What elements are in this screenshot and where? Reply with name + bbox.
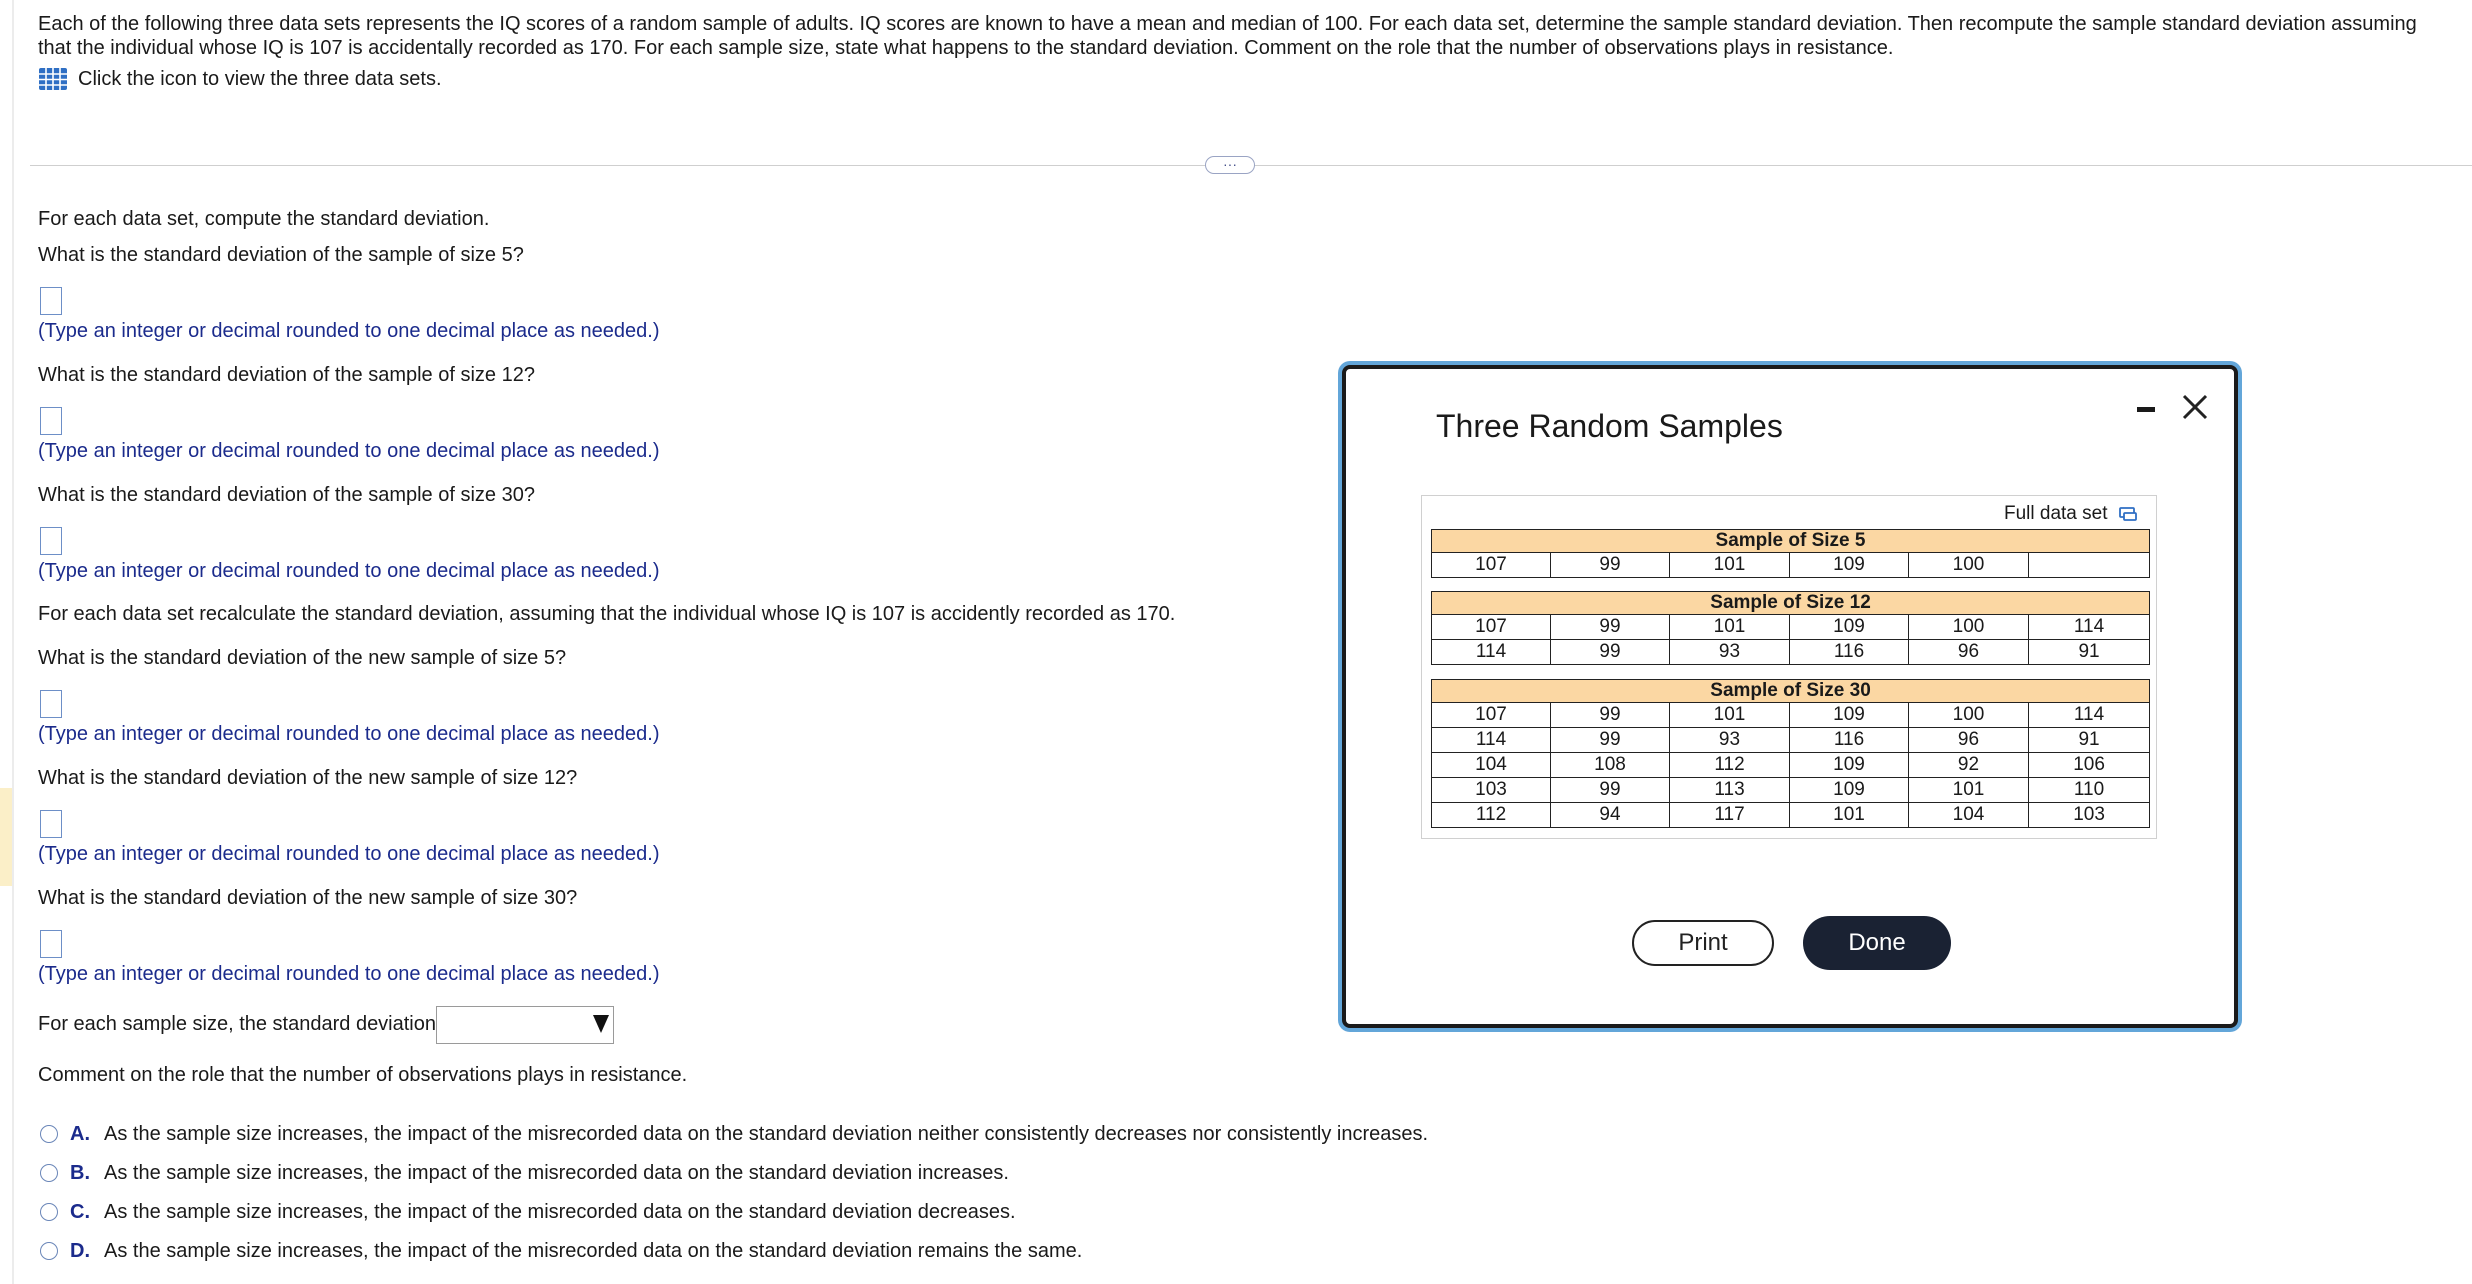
option-d[interactable] [40, 1237, 1082, 1265]
table-cell: 109 [1790, 615, 1909, 640]
table-cell: 92 [1909, 753, 2029, 778]
hint-text: (Type an integer or decimal rounded to one decimal place as needed.) [38, 963, 660, 985]
table-cell: 112 [1432, 803, 1551, 828]
table-cell: 99 [1551, 778, 1670, 803]
table-cell: 101 [1790, 803, 1909, 828]
dropdown-arrow-icon[interactable] [593, 1015, 609, 1033]
table-size-5 [1431, 529, 2150, 578]
table-cell: 108 [1551, 753, 1670, 778]
answer-input-size-12[interactable] [40, 407, 62, 435]
problem-statement: Each of the following three data sets represents the IQ scores of a random sample of adults. IQ scores are known to have a mean and median of 100. For each data set, determine the sample standard deviation. Then recompute the sample standard deviation assuming that the individual whose IQ is 107 is accidentally recorded as 170. For each sample size, state what happens to the standard deviation. Comment on the role that the number of observations plays in resistance. [38, 13, 2417, 59]
table-header: Sample of Size 12 [1432, 592, 2150, 615]
table-cell: 100 [1909, 615, 2029, 640]
table-cell: 91 [2029, 640, 2150, 665]
table-size-12 [1431, 591, 2150, 665]
radio-button-icon[interactable] [40, 1242, 58, 1260]
full-data-set-text: Full data set [2004, 503, 2108, 524]
recalc-intro: For each data set recalculate the standard deviation, assuming that the individual whose IQ is 107 is accidently recorded as 170. [38, 603, 1176, 625]
table-cell: 106 [2029, 753, 2150, 778]
active-question-marker [0, 788, 12, 886]
table-cell: 116 [1790, 640, 1909, 665]
answer-input-size-30[interactable] [40, 527, 62, 555]
option-text: As the sample size increases, the impact of the misrecorded data on the standard deviation neither consistently decreases nor consistently increases. [104, 1122, 1429, 1145]
view-data-link[interactable] [38, 66, 442, 92]
table-cell: 101 [1670, 615, 1790, 640]
table-cell: 114 [1432, 728, 1551, 753]
print-button[interactable]: Print [1632, 920, 1774, 966]
hint-text: (Type an integer or decimal rounded to one decimal place as needed.) [38, 843, 660, 865]
table-header: Sample of Size 5 [1432, 530, 2150, 553]
table-cell: 99 [1551, 615, 1670, 640]
radio-button-icon[interactable] [40, 1164, 58, 1182]
comment-prompt: Comment on the role that the number of observations plays in resistance. [38, 1064, 688, 1086]
table-cell: 113 [1670, 778, 1790, 803]
table-cell: 117 [1670, 803, 1790, 828]
table-cell: 110 [2029, 778, 2150, 803]
table-cell: 104 [1432, 753, 1551, 778]
question-size-30: What is the standard deviation of the sample of size 30? [38, 484, 535, 506]
question-new-size-5: What is the standard deviation of the new sample of size 5? [38, 647, 567, 669]
table-cell: 99 [1551, 703, 1670, 728]
table-cell: 101 [1909, 778, 2029, 803]
table-cell: 99 [1551, 640, 1670, 665]
option-letter: B. [70, 1161, 90, 1184]
table-cell: 96 [1909, 728, 2029, 753]
radio-button-icon[interactable] [40, 1203, 58, 1221]
table-cell: 112 [1670, 753, 1790, 778]
answer-input-new-size-5[interactable] [40, 690, 62, 718]
view-data-text: Click the icon to view the three data sets. [78, 67, 442, 90]
table-cell [2029, 553, 2150, 578]
table-cell: 109 [1790, 553, 1909, 578]
dropdown-label: For each sample size, the standard deviation [38, 1013, 436, 1035]
hint-text: (Type an integer or decimal rounded to one decimal place as needed.) [38, 440, 660, 462]
table-cell: 99 [1551, 728, 1670, 753]
option-letter: D. [70, 1239, 90, 1262]
option-c[interactable] [40, 1198, 1016, 1226]
table-size-30 [1431, 679, 2150, 828]
option-letter: A. [70, 1122, 90, 1145]
option-b[interactable] [40, 1159, 1009, 1187]
table-cell: 100 [1909, 553, 2029, 578]
option-text: As the sample size increases, the impact of the misrecorded data on the standard deviation increases. [104, 1161, 1009, 1184]
std-dev-dropdown[interactable] [436, 1006, 614, 1044]
table-cell: 101 [1670, 553, 1790, 578]
table-cell: 109 [1790, 753, 1909, 778]
answer-input-new-size-30[interactable] [40, 930, 62, 958]
compute-intro: For each data set, compute the standard deviation. [38, 208, 490, 230]
grid-table-icon[interactable] [38, 67, 68, 91]
more-button[interactable]: ··· [1205, 156, 1255, 174]
table-cell: 109 [1790, 703, 1909, 728]
option-a[interactable] [40, 1120, 1428, 1148]
table-cell: 109 [1790, 778, 1909, 803]
dialog-title: Three Random Samples [1436, 408, 1783, 444]
table-cell: 94 [1551, 803, 1670, 828]
table-cell: 93 [1670, 640, 1790, 665]
table-cell: 99 [1551, 553, 1670, 578]
answer-input-size-5[interactable] [40, 287, 62, 315]
table-cell: 114 [2029, 615, 2150, 640]
hint-text: (Type an integer or decimal rounded to one decimal place as needed.) [38, 560, 660, 582]
table-cell: 107 [1432, 553, 1551, 578]
table-header: Sample of Size 30 [1432, 680, 2150, 703]
option-text: As the sample size increases, the impact of the misrecorded data on the standard deviation decreases. [104, 1200, 1016, 1223]
table-cell: 91 [2029, 728, 2150, 753]
table-cell: 103 [2029, 803, 2150, 828]
question-size-5: What is the standard deviation of the sample of size 5? [38, 244, 524, 266]
table-cell: 100 [1909, 703, 2029, 728]
table-cell: 101 [1670, 703, 1790, 728]
table-cell: 107 [1432, 615, 1551, 640]
hint-text: (Type an integer or decimal rounded to one decimal place as needed.) [38, 723, 660, 745]
table-cell: 93 [1670, 728, 1790, 753]
minimize-icon[interactable] [2137, 407, 2155, 412]
left-border [12, 0, 14, 1284]
table-cell: 103 [1432, 778, 1551, 803]
answer-input-new-size-12[interactable] [40, 810, 62, 838]
table-cell: 107 [1432, 703, 1551, 728]
option-text: As the sample size increases, the impact of the misrecorded data on the standard deviation remains the same. [104, 1239, 1083, 1262]
question-size-12: What is the standard deviation of the sample of size 12? [38, 364, 535, 386]
full-data-set-link[interactable] [2004, 503, 2138, 525]
table-cell: 96 [1909, 640, 2029, 665]
hint-text: (Type an integer or decimal rounded to one decimal place as needed.) [38, 320, 660, 342]
done-button[interactable]: Done [1803, 916, 1951, 970]
table-cell: 114 [1432, 640, 1551, 665]
option-letter: C. [70, 1200, 90, 1223]
table-cell: 114 [2029, 703, 2150, 728]
question-new-size-12: What is the standard deviation of the new sample of size 12? [38, 767, 578, 789]
question-new-size-30: What is the standard deviation of the new sample of size 30? [38, 887, 578, 909]
copy-data-icon[interactable] [2118, 506, 2138, 522]
table-cell: 116 [1790, 728, 1909, 753]
table-cell: 104 [1909, 803, 2029, 828]
close-icon[interactable] [2178, 390, 2212, 424]
radio-button-icon[interactable] [40, 1125, 58, 1143]
